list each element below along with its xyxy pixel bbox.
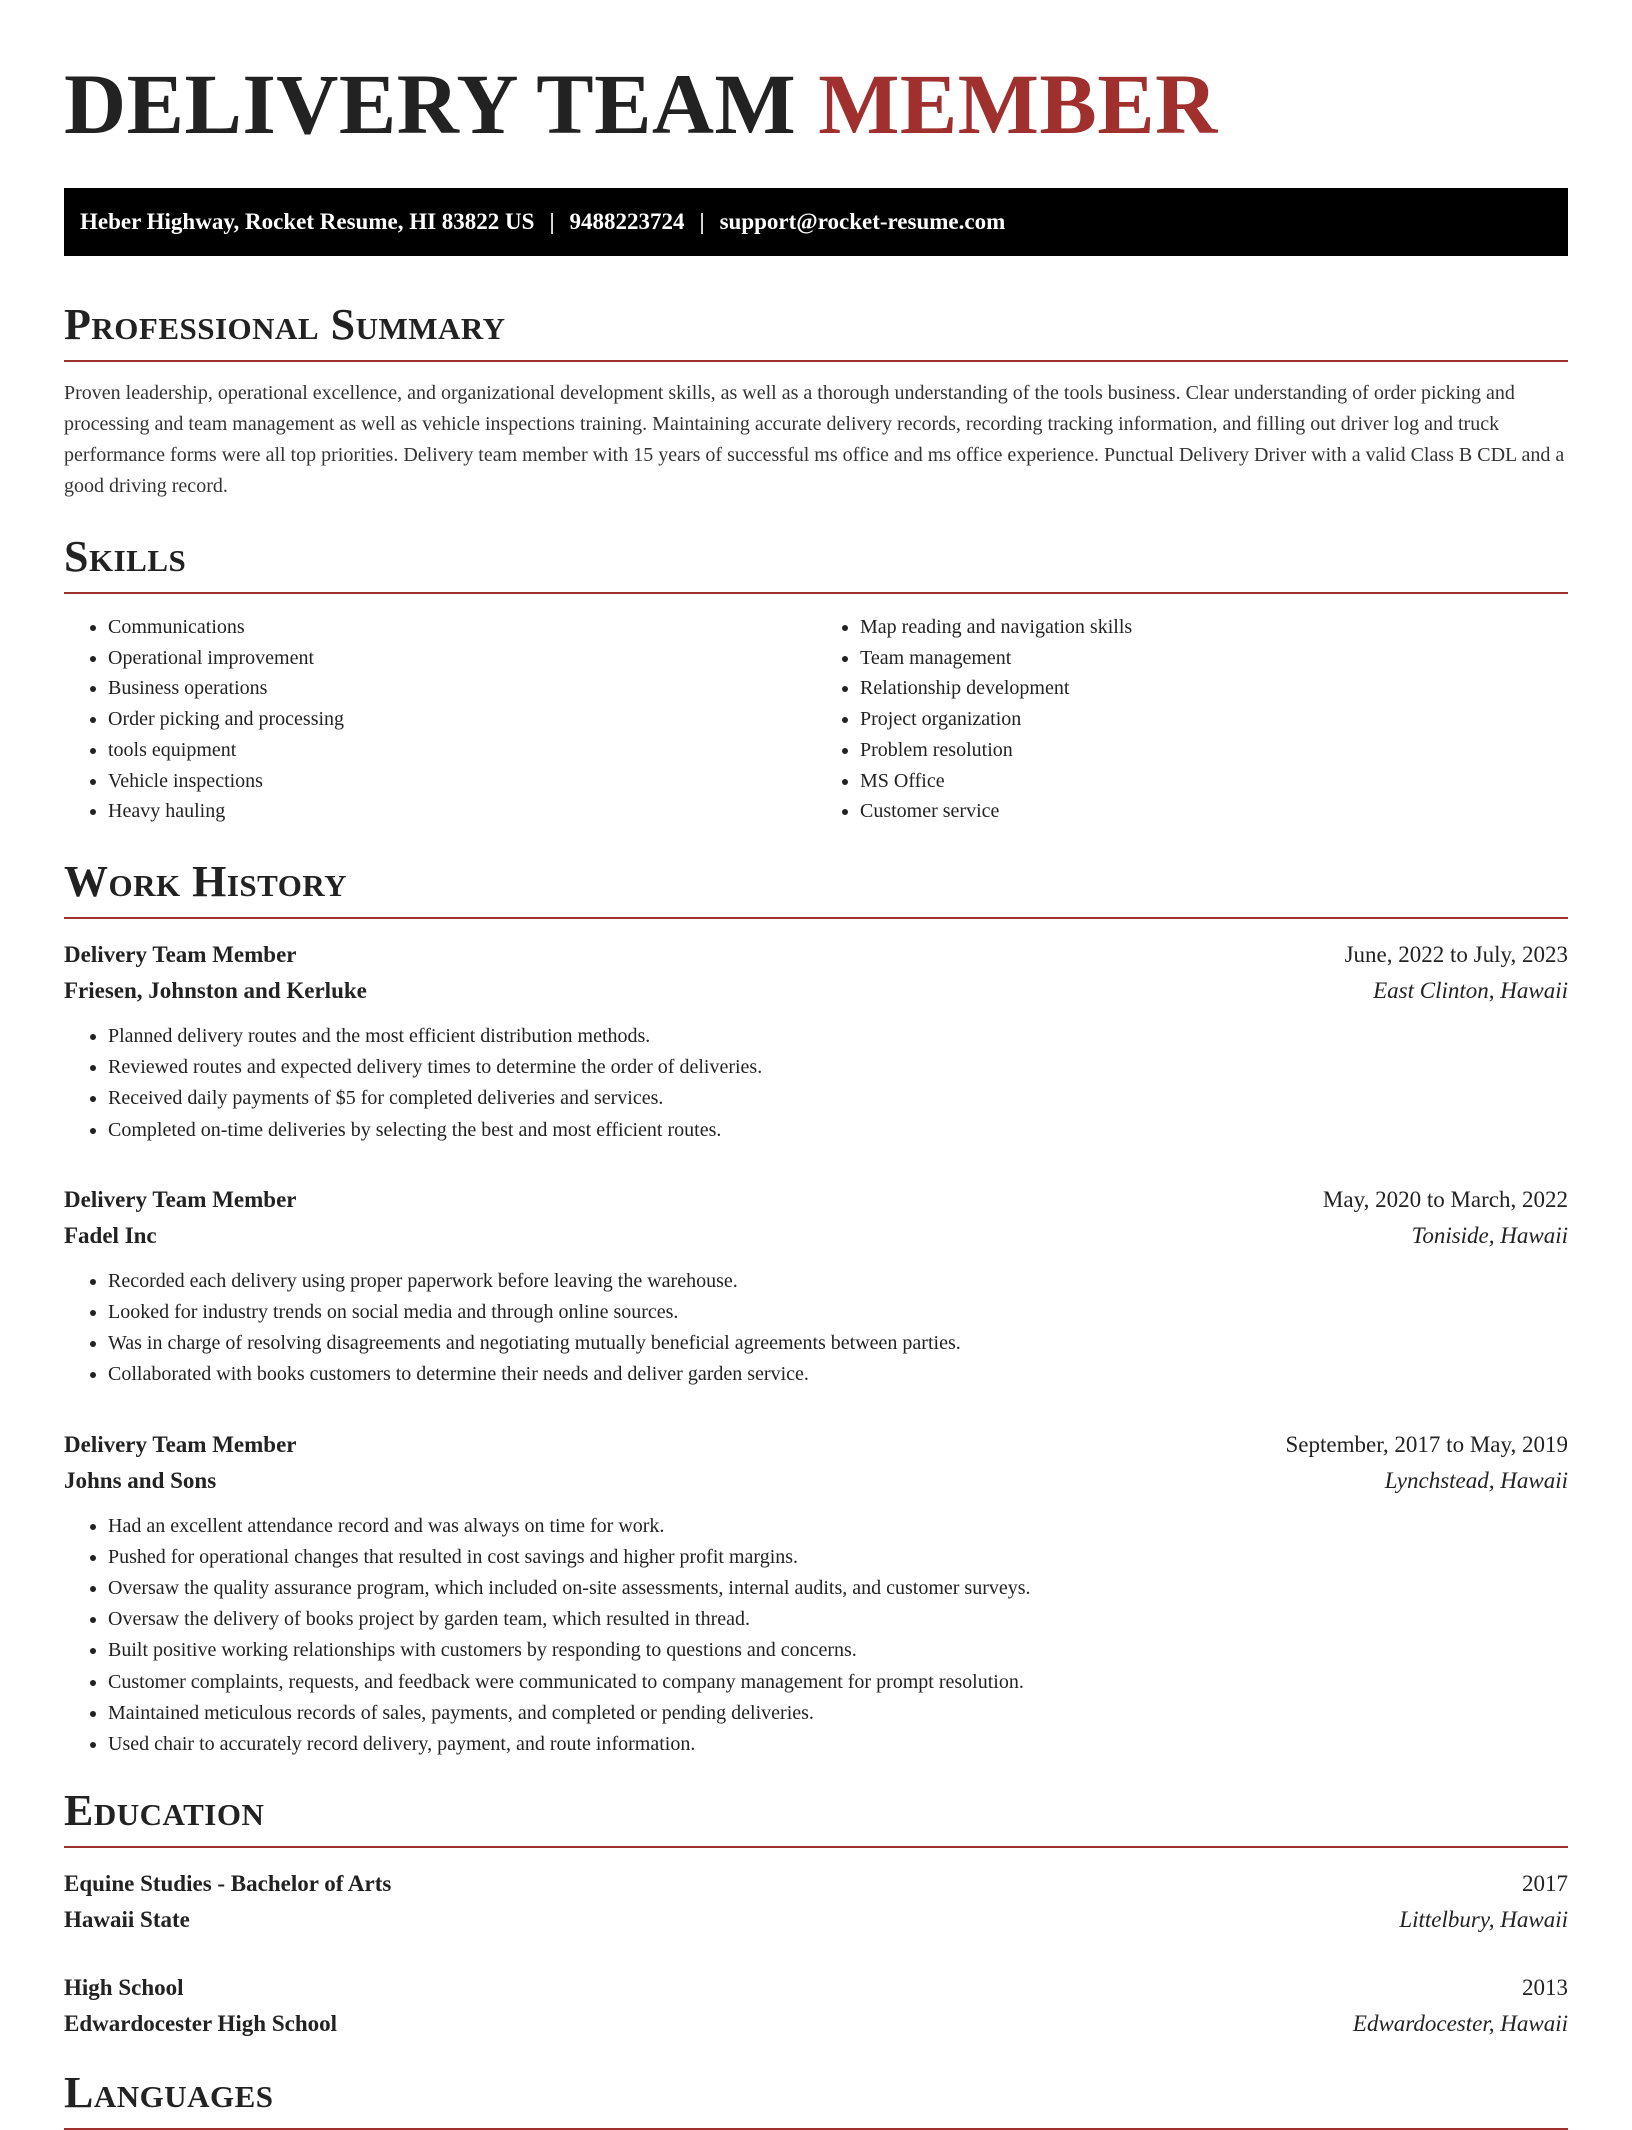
education-school-row: [64, 1902, 1568, 1938]
job-bullet: • Looked for industry trends on social media and through online sources.: [108, 1297, 1568, 1328]
skill-item: • Map reading and navigation skills: [860, 612, 1568, 643]
contact-email: support@rocket-resume.com: [719, 209, 1006, 234]
section-title-summary: Professional Summary: [64, 300, 1568, 362]
job-bullet: • Reviewed routes and expected delivery times to determine the order of deliveries.: [108, 1052, 1568, 1083]
contact-bar: [64, 188, 1568, 256]
job-header-row: [64, 1427, 1568, 1463]
skills-column-right: [816, 612, 1568, 827]
job-title: Delivery Team Member: [64, 941, 297, 967]
job-bullet: • Had an excellent attendance record and was always on time for work.: [108, 1511, 1568, 1542]
skill-item: • tools equipment: [108, 735, 816, 766]
name-accent: MEMBER: [818, 56, 1218, 152]
education-school: Hawaii State: [64, 1907, 190, 1933]
job-company-row: [64, 1218, 1568, 1254]
job-location: Lynchstead, Hawaii: [1384, 1467, 1568, 1493]
education-year: 2017: [1522, 1871, 1568, 1897]
job-bullets: [64, 1266, 1568, 1391]
job-company: Johns and Sons: [64, 1467, 217, 1493]
job-bullet: • Oversaw the delivery of books project by garden team, which resulted in thread.: [108, 1604, 1568, 1635]
job-bullet: • Customer complaints, requests, and feedback were communicated to company management for prompt resolution.: [108, 1667, 1568, 1698]
summary-text: Proven leadership, operational excellence, and organizational development skills, as well as a thorough understanding of the tools business. Clear understanding of order picking and processing and team management as well as vehicle inspections training. Maintaining accurate delivery records, recording tracking information, and filling out driver log and truck performance forms were all top priorities. Delivery team member with 15 years of successful ms office and ms office experience. Punctual Delivery Driver with a valid Class B CDL and a good driving record.: [64, 382, 1565, 497]
education-school: Edwardocester High School: [64, 2011, 338, 2037]
skills-list: [64, 612, 1568, 827]
job-entry: [64, 1427, 1568, 1761]
skill-item: • Order picking and processing: [108, 704, 816, 735]
skill-item: • Business operations: [108, 673, 816, 704]
education-year: 2013: [1522, 1975, 1568, 2001]
skill-item: • Operational improvement: [108, 643, 816, 674]
job-bullet: • Recorded each delivery using proper paperwork before leaving the warehouse.: [108, 1266, 1568, 1297]
job-company-row: [64, 1463, 1568, 1499]
education-degree-row: [64, 1866, 1568, 1902]
job-location: Toniside, Hawaii: [1411, 1222, 1568, 1248]
education-location: Littelbury, Hawaii: [1399, 1907, 1568, 1933]
contact-separator: |: [549, 209, 555, 234]
contact-separator: |: [699, 209, 705, 234]
job-header-row: [64, 937, 1568, 973]
skills-column-left: [64, 612, 816, 827]
job-dates: May, 2020 to March, 2022: [1322, 1186, 1568, 1212]
job-bullet: • Maintained meticulous records of sales, payments, and completed or pending deliveries.: [108, 1698, 1568, 1729]
job-bullet: • Oversaw the quality assurance program, which included on-site assessments, internal audits, and customer surveys.: [108, 1573, 1568, 1604]
education-degree-row: [64, 1970, 1568, 2006]
skill-item: • Relationship development: [860, 673, 1568, 704]
job-bullet: • Used chair to accurately record delivery, payment, and route information.: [108, 1729, 1568, 1760]
contact-address: Heber Highway, Rocket Resume, HI 83822 US: [80, 209, 535, 234]
contact-phone: 9488223724: [569, 209, 685, 234]
job-bullets: [64, 1511, 1568, 1761]
skill-item: • Project organization: [860, 704, 1568, 735]
job-company: Fadel Inc: [64, 1222, 157, 1248]
skill-item: • Communications: [108, 612, 816, 643]
job-bullet: • Completed on-time deliveries by selecting the best and most efficient routes.: [108, 1115, 1568, 1146]
job-company: Friesen, Johnston and Kerluke: [64, 977, 367, 1003]
job-bullet: • Planned delivery routes and the most efficient distribution methods.: [108, 1021, 1568, 1052]
education-location: Edwardocester, Hawaii: [1352, 2011, 1568, 2037]
job-entry: [64, 1182, 1568, 1391]
skill-item: • Problem resolution: [860, 735, 1568, 766]
education-degree: Equine Studies - Bachelor of Arts: [64, 1871, 392, 1897]
skill-item: • Customer service: [860, 796, 1568, 827]
job-company-row: [64, 973, 1568, 1009]
section-title-work-history: Work History: [64, 857, 1568, 919]
job-entry: [64, 937, 1568, 1146]
job-title: Delivery Team Member: [64, 1431, 297, 1457]
section-title-education: Education: [64, 1786, 1568, 1848]
job-dates: June, 2022 to July, 2023: [1344, 941, 1568, 967]
job-bullet: • Collaborated with books customers to determine their needs and deliver garden service.: [108, 1359, 1568, 1390]
section-title-languages: Languages: [64, 2068, 1568, 2130]
job-bullet: • Built positive working relationships with customers by responding to questions and concerns.: [108, 1635, 1568, 1666]
job-dates: September, 2017 to May, 2019: [1285, 1431, 1568, 1457]
job-header-row: [64, 1182, 1568, 1218]
job-location: East Clinton, Hawaii: [1373, 977, 1568, 1003]
job-bullet: • Received daily payments of $5 for completed deliveries and services.: [108, 1083, 1568, 1114]
education-degree: High School: [64, 1975, 184, 2001]
education-entry: [64, 1970, 1568, 2042]
skill-item: • Heavy hauling: [108, 796, 816, 827]
skill-item: • Team management: [860, 643, 1568, 674]
education-entry: [64, 1866, 1568, 1938]
job-title: Delivery Team Member: [64, 1186, 297, 1212]
name-main: DELIVERY TEAM: [64, 56, 797, 152]
job-bullets: [64, 1021, 1568, 1146]
skill-item: • Vehicle inspections: [108, 766, 816, 797]
resume-name: [64, 0, 1568, 154]
job-bullet: • Was in charge of resolving disagreements and negotiating mutually beneficial agreements between parties.: [108, 1328, 1568, 1359]
education-school-row: [64, 2006, 1568, 2042]
skill-item: • MS Office: [860, 766, 1568, 797]
section-title-skills: Skills: [64, 532, 1568, 594]
job-bullet: • Pushed for operational changes that resulted in cost savings and higher profit margins.: [108, 1542, 1568, 1573]
